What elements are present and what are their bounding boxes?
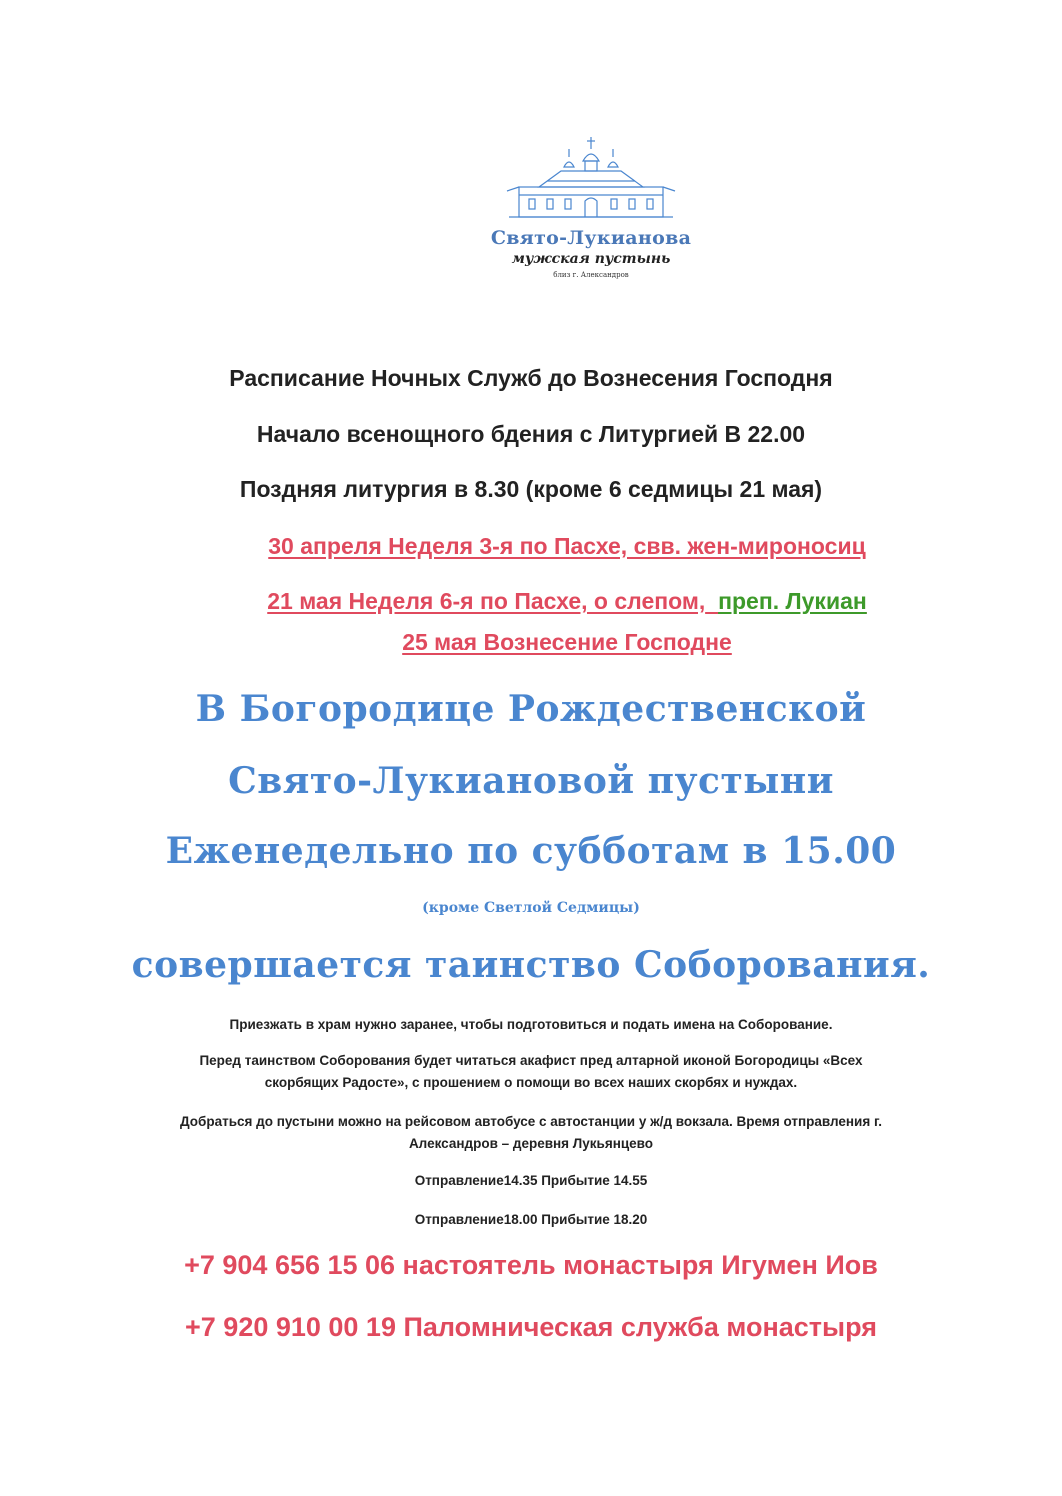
- announcement-line-1: В Богородице Рождественской: [195, 688, 867, 730]
- announcement-line-4: совершается таинство Соборования.: [131, 944, 931, 986]
- bus-schedule-1: Отправление14.35 Прибытие 14.55: [414, 1173, 648, 1188]
- date-may-25: 25 мая Вознесение Господне: [402, 629, 732, 655]
- announcement-line-3: Еженедельно по субботам в 15.00: [165, 830, 897, 872]
- info-akathist-line-1: Перед таинством Соборования будет читаться акафист пред алтарной иконой Богородицы «Всех: [199, 1053, 863, 1068]
- late-liturgy-time: Поздняя литургия в 8.30 (кроме 6 седмицы 21 мая): [239, 476, 823, 502]
- schedule-title: Расписание Ночных Служб до Вознесения Господня: [229, 365, 833, 391]
- announcement-line-2: Свято-Лукиановой пустыни: [228, 760, 834, 802]
- bus-schedule-2: Отправление18.00 Прибытие 18.20: [414, 1212, 648, 1227]
- logo-name: Свято-Лукианова: [490, 227, 692, 249]
- date-may-21-text: 21 мая Неделя 6-я по Пасхе, о слепом,: [267, 588, 706, 614]
- monastery-logo: [471, 135, 711, 285]
- info-directions-line-1: Добраться до пустыни можно на рейсовом автобусе с автостанции у ж/д вокзала. Время отправления г.: [179, 1114, 883, 1129]
- info-akathist-line-2: скорбящих Радосте», с прошением о помощи во всех наших скорбях и нуждах.: [264, 1075, 798, 1090]
- logo-location: близ г. Александров: [553, 271, 629, 279]
- date-may-21-saint: преп. Лукиан: [718, 588, 867, 614]
- phone-abbot: +7 904 656 15 06 настоятель монастыря Игумен Иов: [184, 1250, 878, 1280]
- date-april-30: 30 апреля Неделя 3-я по Пасхе, свв. жен-мироносиц: [268, 533, 866, 559]
- info-directions-line-2: Александров – деревня Лукьянцево: [408, 1136, 654, 1151]
- monastery-building-icon: [499, 135, 683, 227]
- phone-pilgrimage: +7 920 910 00 19 Паломническая служба монастыря: [185, 1312, 877, 1342]
- date-may-21: [36, 588, 1062, 615]
- logo-subtitle: мужская пустынь: [511, 251, 671, 267]
- info-arrive-early: Приезжать в храм нужно заранее, чтобы подготовиться и подать имена на Соборование.: [229, 1017, 833, 1032]
- announcement-note: (кроме Светлой Седмицы): [422, 900, 640, 916]
- vigil-start-time: Начало всенощного бдения с Литургией В 22.00: [256, 421, 806, 447]
